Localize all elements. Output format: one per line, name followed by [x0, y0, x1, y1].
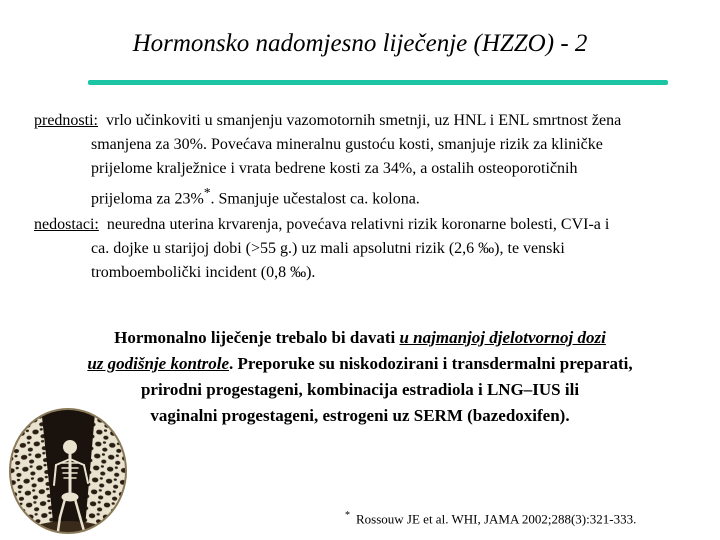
- pros-line-4: [34, 181, 684, 211]
- summary-emphasis-1: u najmanjoj djelotvornoj dozi: [399, 328, 606, 347]
- summary-line-3: prirodni progestageni, kombinacija estradiola i LNG–IUS ili: [140, 380, 580, 399]
- pros-line-1: [34, 109, 684, 133]
- summary-line-1: [30, 325, 690, 351]
- footnote: [345, 510, 636, 527]
- cons-text-1: neuredna uterina krvarenja, povećava relativni rizik koronarne bolesti, CVI-a i: [106, 216, 610, 233]
- summary-line-2: [30, 351, 690, 377]
- cons-line-3: tromboembolički incident (0,8 ‰).: [91, 264, 316, 281]
- summary-block: [30, 325, 690, 429]
- summary-line-4: vaginalni progestageni, estrogeni uz SERM (bazedoxifen).: [150, 406, 570, 425]
- pros-paragraph: [34, 109, 684, 211]
- summary-emphasis-2: uz godišnje kontrole: [87, 354, 230, 373]
- title-underline-rule: [88, 80, 668, 85]
- pros-footnote-mark: *: [203, 185, 211, 200]
- summary-text-2b: . Preporuke su niskodozirani i transdermalni preparati,: [229, 354, 633, 373]
- cons-line-1: [34, 213, 684, 237]
- pros-text-4a: prijeloma za 23%: [91, 190, 204, 208]
- pros-line-2: smanjena za 30%. Povećava mineralnu gustoću kosti, smanjuje rizik za kliničke: [91, 136, 603, 153]
- slide-title: Hormonsko nadomjesno liječenje (HZZO) - 2: [132, 30, 588, 57]
- pros-line-3: prijelome kralježnice i vrata bedrene kosti za 34%, a ostalih osteoporotičnih: [91, 160, 578, 177]
- summary-text-1a: Hormonalno liječenje trebalo bi davati: [114, 328, 400, 347]
- cons-label: nedostaci:: [34, 216, 99, 233]
- pros-text-1: vrlo učinkoviti u smanjenju vazomotornih smetnji, uz HNL i ENL smrtnost žena: [106, 112, 622, 129]
- footnote-mark: *: [345, 510, 350, 521]
- skeleton-icon: [8, 405, 128, 535]
- footnote-citation: Rossouw JE et al. WHI, JAMA 2002;288(3):321-333.: [356, 511, 637, 527]
- cons-line-2: ca. dojke u starijoj dobi (>55 g.) uz mali apsolutni rizik (2,6 ‰), te venski: [91, 240, 565, 257]
- pros-text-4b: . Smanjuje učestalost ca. kolona.: [210, 190, 420, 208]
- pros-label: prednosti:: [34, 112, 98, 129]
- cons-paragraph: [34, 213, 684, 285]
